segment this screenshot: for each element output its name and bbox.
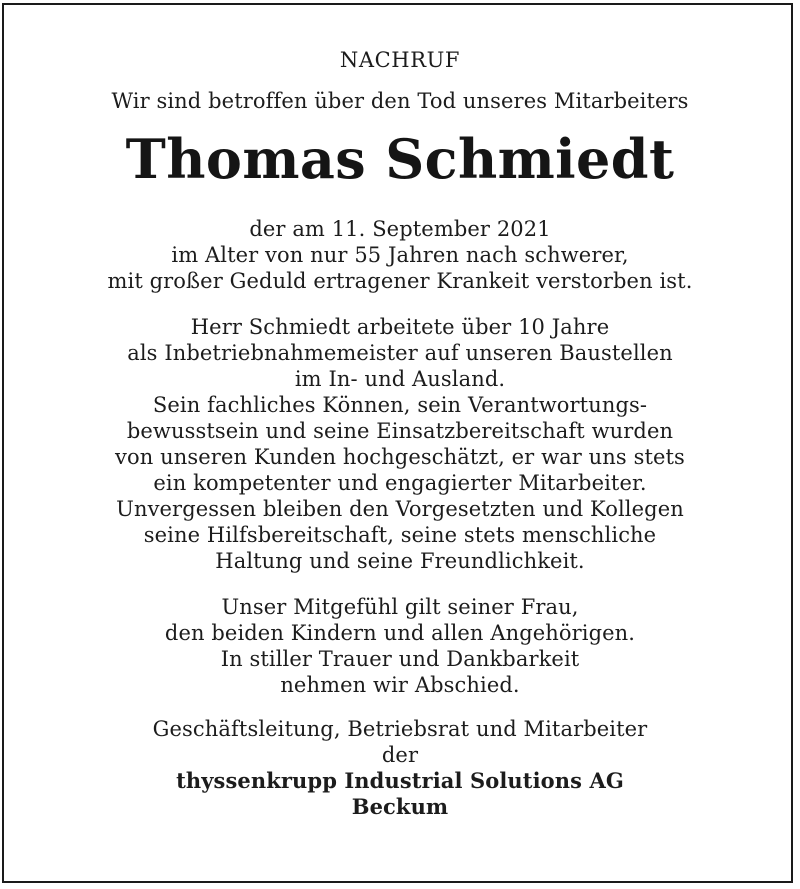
tribute-paragraph — [0, 314, 800, 574]
tribute-line: Haltung und seine Freundlichkeit. — [215, 549, 585, 573]
condolence-line: den beiden Kindern und allen Angehörigen. — [164, 621, 636, 645]
tribute-line: bewusstsein und seine Einsatzbereitschaft wurden — [126, 419, 674, 443]
tribute-line: Unvergessen bleiben den Vorgesetzten und Kollegen — [116, 497, 684, 521]
condolence-line: nehmen wir Abschied. — [280, 673, 520, 697]
signature-senders: Geschäftsleitung, Betriebsrat und Mitarbeiter — [152, 717, 648, 741]
condolence-line: In stiller Trauer und Dankbarkeit — [220, 647, 580, 671]
death-details-line: mit großer Geduld ertragener Krankeit verstorben ist. — [107, 269, 693, 293]
tribute-line: als Inbetriebnahmemeister auf unseren Baustellen — [127, 341, 673, 365]
notice-heading: NACHRUF — [339, 48, 461, 72]
death-details-line: der am 11. September 2021 — [249, 217, 551, 241]
tribute-line: im In- und Ausland. — [294, 367, 506, 391]
tribute-line: von unseren Kunden hochgeschätzt, er war uns stets — [115, 445, 685, 469]
company-city: Beckum — [351, 794, 449, 819]
tribute-line: Sein fachliches Können, sein Verantwortungs- — [152, 393, 648, 417]
death-details-line: im Alter von nur 55 Jahren nach schwerer, — [171, 243, 629, 267]
intro-text: Wir sind betroffen über den Tod unseres Mitarbeiters — [111, 89, 689, 113]
signature-block — [0, 716, 800, 820]
death-details — [0, 216, 800, 294]
tribute-line: seine Hilfsbereitschaft, seine stets menschliche — [143, 523, 657, 547]
deceased-name: Thomas Schmiedt — [125, 127, 675, 191]
company-name: thyssenkrupp Industrial Solutions AG — [176, 768, 624, 793]
signature-connector: der — [381, 743, 419, 767]
tribute-line: ein kompetenter und engagierter Mitarbeiter. — [153, 471, 647, 495]
condolence-line: Unser Mitgefühl gilt seiner Frau, — [221, 595, 579, 619]
tribute-line: Herr Schmiedt arbeitete über 10 Jahre — [190, 315, 610, 339]
condolence-paragraph — [0, 594, 800, 698]
